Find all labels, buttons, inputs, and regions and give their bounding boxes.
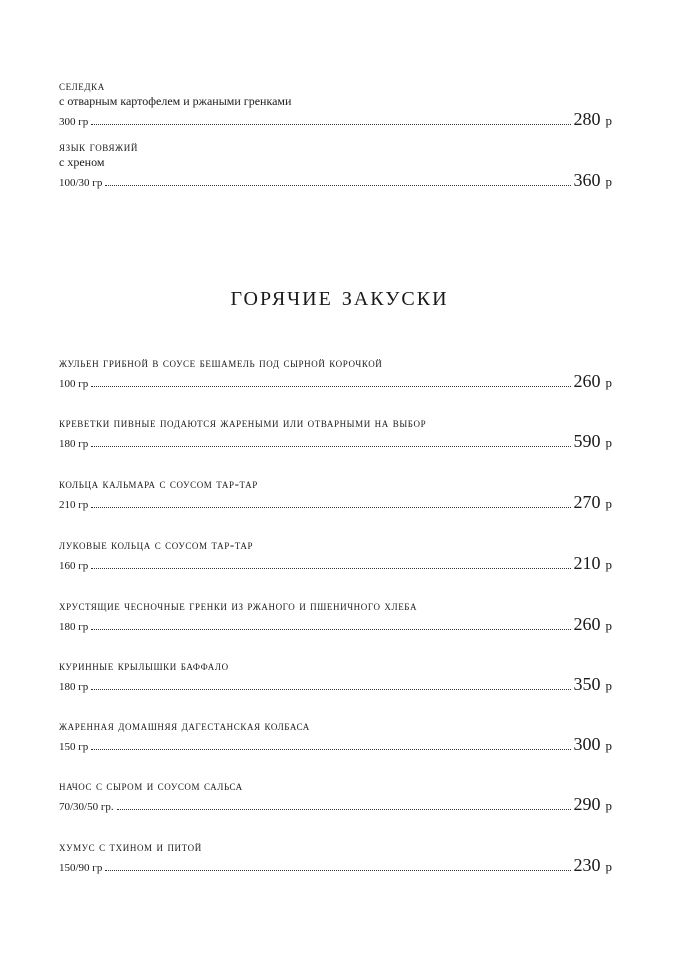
- menu-item-yazyk: [59, 139, 612, 190]
- dot-leader: [117, 809, 571, 810]
- menu-item: [59, 598, 612, 634]
- item-title: креветки пивные подаются жареными или отварными на выбор: [59, 415, 427, 430]
- price-line: [59, 674, 612, 694]
- menu-item: [59, 476, 612, 512]
- item-weight: 210 гр: [59, 499, 89, 511]
- dot-leader: [91, 386, 570, 387]
- dot-leader: [105, 185, 570, 186]
- item-title: хрустящие чесночные гренки из ржаного и пшеничного хлеба: [59, 598, 418, 613]
- menu-item-seledka: [59, 78, 612, 129]
- dot-leader: [91, 749, 570, 750]
- item-weight: 150 гр: [59, 741, 89, 753]
- price-unit: р: [605, 557, 612, 572]
- price-line: [59, 371, 612, 391]
- item-weight: 300 гр: [59, 116, 89, 128]
- item-title: кольца кальмара с соусом тар-тар: [59, 476, 258, 491]
- item-weight: 70/30/50 гр.: [59, 801, 114, 813]
- item-title: селедка: [59, 78, 105, 93]
- item-price: 300: [573, 734, 601, 754]
- item-weight: 180 гр: [59, 681, 89, 693]
- price-line: [59, 109, 612, 129]
- item-weight: 180 гр: [59, 621, 89, 633]
- item-weight: 100/30 гр: [59, 177, 103, 189]
- price-unit: р: [605, 435, 612, 450]
- price-line: [59, 855, 612, 875]
- item-description: с хреном: [59, 155, 105, 169]
- dot-leader: [91, 124, 570, 125]
- price-line: [59, 794, 612, 814]
- item-price: 230: [573, 855, 601, 875]
- price-unit: р: [605, 375, 612, 390]
- menu-item: [59, 839, 612, 875]
- price-unit: р: [605, 496, 612, 511]
- price-line: [59, 553, 612, 573]
- price-unit: р: [605, 113, 612, 128]
- dot-leader: [91, 446, 570, 447]
- price-line: [59, 170, 612, 190]
- price-unit: р: [605, 678, 612, 693]
- menu-item: [59, 355, 612, 391]
- item-title: язык говяжий: [59, 139, 138, 154]
- item-title: жаренная домашняя дагестанская колбаса: [59, 718, 310, 733]
- item-title: куринные крылышки баффало: [59, 658, 229, 673]
- item-price: 260: [573, 371, 601, 391]
- dot-leader: [91, 507, 570, 508]
- price-unit: р: [605, 618, 612, 633]
- item-price: 270: [573, 492, 601, 512]
- price-unit: р: [605, 859, 612, 874]
- item-title: начос с сыром и соусом сальса: [59, 778, 243, 793]
- item-weight: 150/90 гр: [59, 862, 103, 874]
- item-description: с отварным картофелем и ржаными гренками: [59, 94, 292, 108]
- item-price: 260: [573, 614, 601, 634]
- item-weight: 100 гр: [59, 378, 89, 390]
- dot-leader: [91, 568, 570, 569]
- price-unit: р: [605, 798, 612, 813]
- price-unit: р: [605, 738, 612, 753]
- price-line: [59, 431, 612, 451]
- item-price: 210: [573, 553, 601, 573]
- dot-leader: [91, 629, 570, 630]
- item-price: 590: [573, 431, 601, 451]
- section-title: горячие закуски: [230, 281, 449, 312]
- item-price: 350: [573, 674, 601, 694]
- dot-leader: [91, 689, 570, 690]
- item-title: луковые кольца с соусом тар-тар: [59, 537, 254, 552]
- item-weight: 160 гр: [59, 560, 89, 572]
- price-line: [59, 614, 612, 634]
- menu-item: [59, 778, 612, 814]
- menu-item: [59, 718, 612, 754]
- item-price: 280: [573, 109, 601, 129]
- price-line: [59, 734, 612, 754]
- item-title: жульен грибной в соусе бешамель под сырной корочкой: [59, 355, 383, 370]
- price-line: [59, 492, 612, 512]
- dot-leader: [105, 870, 570, 871]
- menu-item: [59, 415, 612, 451]
- item-title: хумус с тхином и питой: [59, 839, 202, 854]
- item-price: 290: [573, 794, 601, 814]
- menu-item: [59, 658, 612, 694]
- item-weight: 180 гр: [59, 438, 89, 450]
- menu-item: [59, 537, 612, 573]
- price-unit: р: [605, 174, 612, 189]
- item-price: 360: [573, 170, 601, 190]
